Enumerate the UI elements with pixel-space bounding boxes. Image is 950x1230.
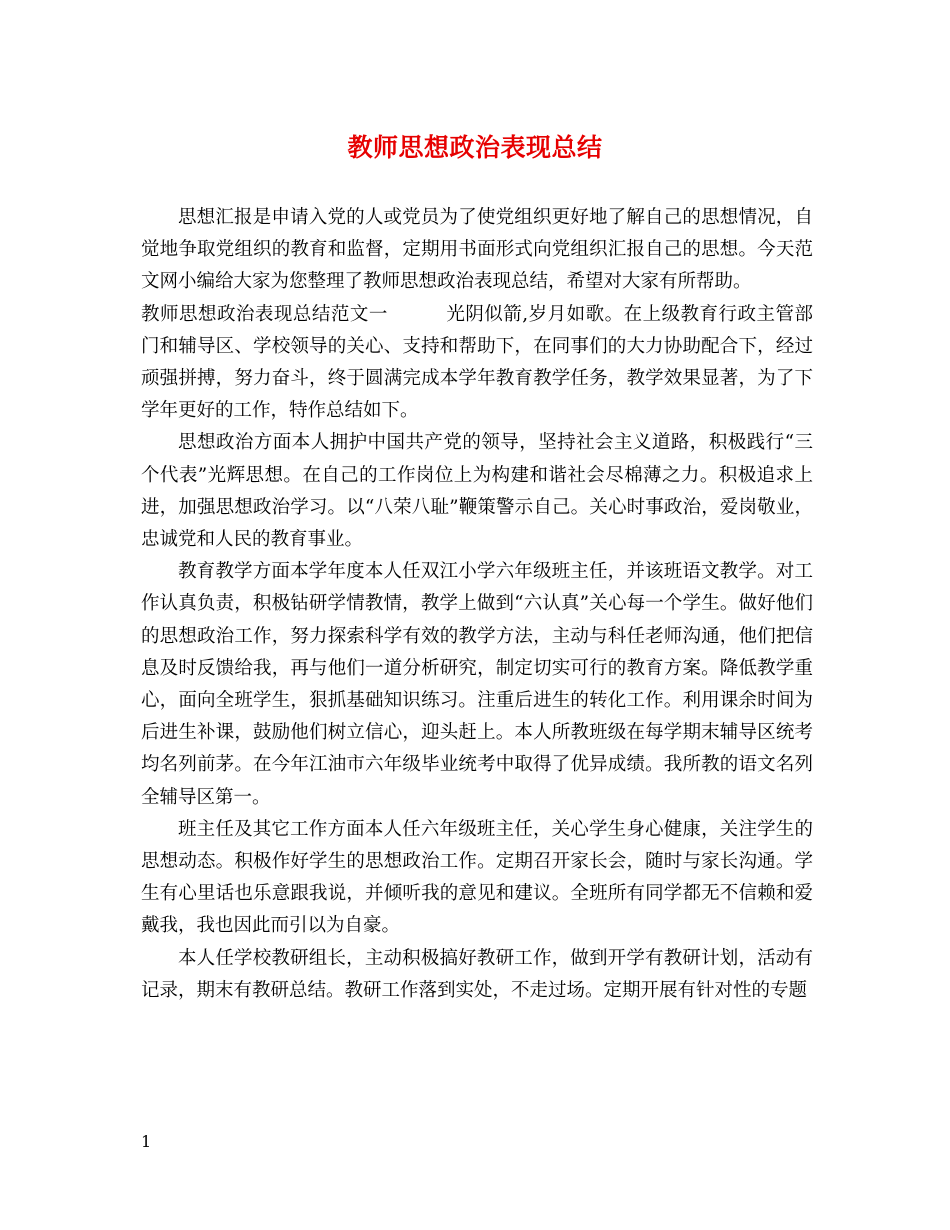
section-one-paragraph xyxy=(141,299,813,428)
paragraph-teaching: 教育教学方面本学年度本人任双江小学六年级班主任，并该班语文教学。对工作认真负责，积极钻研学情教情，教学上做到“六认真”关心每一个学生。做好他们的思想政治工作，努力探索科学有效的教学方法，主动与科任老师沟通，他们把信息及时反馈给我，再与他们一道分析研究，制定切实可行的教育方案。降低教学重心，面向全班学生，狠抓基础知识练习。注重后进生的转化工作。利用课余时间为后进生补课，鼓励他们树立信心，迎头赶上。本人所教班级在每学期末辅导区统考均名列前茅。在今年江油市六年级毕业统考中取得了优异成绩。我所教的语文名列全辅导区第一。 xyxy=(141,561,813,808)
paragraph-research: 本人任学校教研组长，主动积极搞好教研工作，做到开学有教研计划，活动有记录，期末有教研总结。教研工作落到实处，不走过场。定期开展有针对性的专题 xyxy=(141,947,813,1001)
document-title: 教师思想政治表现总结 xyxy=(347,133,603,162)
section-label: 教师思想政治表现总结范文一 xyxy=(141,303,388,325)
paragraph-class-teacher: 班主任及其它工作方面本人任六年级班主任，关心学生身心健康，关注学生的思想动态。积极作好学生的思想政治工作。定期召开家长会，随时与家长沟通。学生有心里话也乐意跟我说，并倾听我的意见和建议。全班所有同学都无不信赖和爱戴我，我也因此而引以为自豪。 xyxy=(141,818,813,937)
section-opening-text: 光阴似箭,岁月如歌。在上级教育行政主管部门和辅导区、学校领导的关心、支持和帮助下，在同事们的大力协助配合下，经过顽强拼搏，努力奋斗，终于圆满完成本学年教育教学任务，教学效果显著，为了下学年更好的工作，特作总结如下。 xyxy=(141,303,813,422)
paragraph-political: 思想政治方面本人拥护中国共产党的领导，坚持社会主义道路，积极践行“三个代表”光辉思想。在自己的工作岗位上为构建和谐社会尽棉薄之力。积极追求上进，加强思想政治学习。以“八荣八耻”鞭策警示自己。关心时事政治，爱岗敬业，忠诚党和人民的教育事业。 xyxy=(141,432,813,551)
page-number: 1 xyxy=(141,1132,152,1151)
intro-paragraph: 思想汇报是申请入党的人或党员为了使党组织更好地了解自己的思想情况，自觉地争取党组织的教育和监督，定期用书面形式向党组织汇报自己的思想。今天范文网小编给大家为您整理了教师思想政治表现总结，希望对大家有所帮助。 xyxy=(141,207,813,293)
document-body xyxy=(141,202,813,1007)
